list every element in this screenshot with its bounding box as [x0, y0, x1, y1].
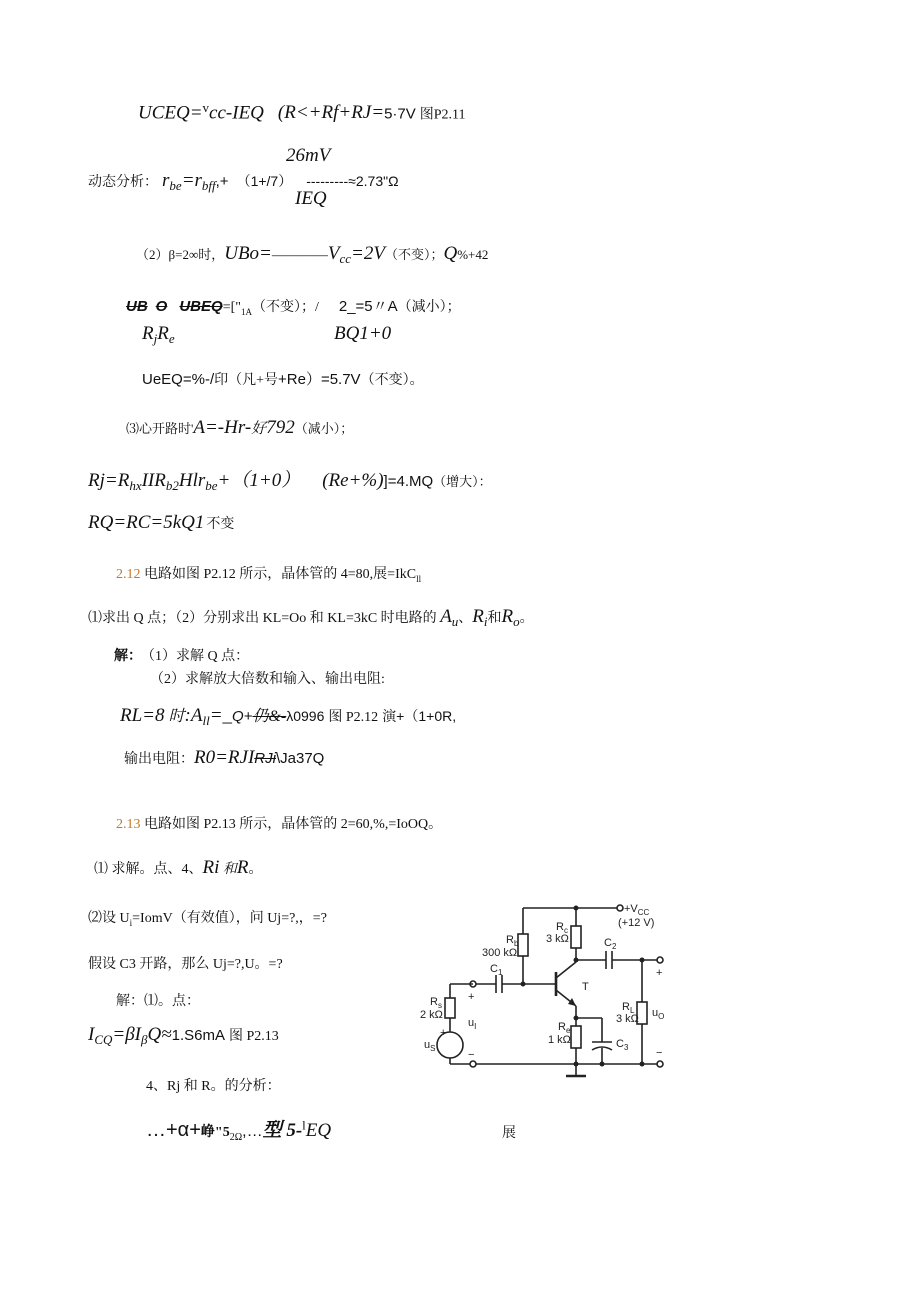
solution-step-2: （2）求解放大倍数和输入、输出电阻:	[150, 672, 385, 687]
problem-2-12-question: ⑴求出 Q 点；（2）分别求出 KL=Oo 和 KL=3kC 时电路的 $A_u$、$R_i$和$R_o$。	[88, 606, 534, 629]
rs-value: 2 kΩ	[420, 1009, 443, 1021]
rc-value: 3 kΩ	[546, 933, 569, 945]
rb-value: 300 kΩ	[482, 947, 518, 959]
vcc-label: $+V_{CC}$	[624, 903, 650, 917]
c3-label: $C_3$	[616, 1038, 629, 1052]
fraction-denominator: IEQ	[295, 188, 327, 209]
re-label: $R_e$	[558, 1021, 571, 1035]
formula-rj: $Rj=R_{hx}IIR_{b2}Hlr_{be}+(1+0)$ (Re+%)]=4.MQ（增大）：	[88, 470, 492, 494]
uo-minus: −	[656, 1047, 663, 1059]
denominators: $R_jR_e$	[142, 323, 175, 347]
rb-label: $R_b$	[506, 934, 519, 948]
formula-open-circuit: ⑶心开路时'A=-Hr-好792（减小）；	[126, 417, 354, 438]
us-label: $u_S$	[424, 1039, 436, 1053]
problem-2-13-q3: 假设 C3 开路，那么 Uj=?,U。=?	[88, 957, 283, 972]
uo-label: $u_O$	[652, 1007, 665, 1021]
ui-plus: +	[468, 991, 475, 1003]
problem-2-13-q2: ⑵设 $U_i=IomV$（有效值），问 Uj=?,，=?	[88, 911, 327, 928]
formula-output-resistance: 输出电阻：R0=RJIRJi\Ja37Q	[124, 747, 325, 768]
rc-label: $R_c$	[556, 921, 568, 935]
formula-ubq: （2）β=2∞时，$UBo=————V_{cc}=2V$（不变）；Q%+42	[136, 243, 489, 267]
denominator-bq: BQ1+0	[334, 323, 392, 344]
transistor-label: T	[582, 981, 589, 993]
formula-rbe: 动态分析： $r_{be}=r_{bff},+ (1+/7)$ ---------≈2.73"Ω	[88, 170, 399, 194]
formula-uceq: UCEQ=$^v$cc-IEQ (R<+Rf+RJ=5·7V 图P2.11	[138, 100, 466, 124]
formula-icq: $I_{CQ}=\beta I_\beta Q\approx 1.S6mA$ 图 P2.13	[88, 1024, 279, 1048]
trailing-char: 展	[502, 1126, 516, 1141]
circuit-diagram-p2-13	[410, 890, 680, 1090]
solution-step-1: 解： （1）求解 Q 点：	[114, 649, 250, 664]
problem-2-12-title: 2.12 电路如图 P2.12 所示，晶体管的 4=80,展=IkC$_{ll}$	[116, 567, 422, 584]
formula-rbe-2: …+α+峥"$5_{2\Omega},\dots$型 5-$^l$EQ	[146, 1117, 332, 1144]
uo-plus: +	[656, 967, 663, 979]
re-value: 1 kΩ	[548, 1034, 571, 1046]
ui-label: $u_I$	[468, 1017, 477, 1031]
formula-gain: RL=8 时$:A_{ll}=\_Q+$仍&-λ0996 图 P2.12 演+（1+0R,	[120, 705, 457, 729]
solution-q-point: 解：⑴。点：	[116, 994, 200, 1009]
c2-label: $C_2$	[604, 937, 617, 951]
formula-ieq: UB O $UBEQ=["_{1A}$（不变）；/ 2_=5〃A（减小）；	[126, 298, 461, 318]
fraction-numerator: 26mV	[286, 145, 331, 166]
rl-value: 3 kΩ	[616, 1013, 639, 1025]
vcc-value: (+12 V)	[618, 917, 655, 929]
problem-2-13-title: 2.13 电路如图 P2.13 所示，晶体管的 2=60,%,=IoOQ。	[116, 817, 443, 832]
rs-label: $R_s$	[430, 996, 442, 1010]
problem-2-13-q1: ⑴ 求解。点、4、Ri 和R。	[94, 857, 263, 878]
us-plus: +	[440, 1027, 447, 1039]
ui-minus: −	[468, 1049, 475, 1061]
formula-ueeq: UeEQ=%-/印（凡+号+Re）=5.7V（不变）。	[142, 371, 424, 388]
solution-rj-r: 4、Rj 和 R。的分析：	[146, 1079, 281, 1094]
rl-label: $R_L$	[622, 1001, 635, 1015]
emitter-arrow-icon	[568, 998, 576, 1006]
formula-rq: RQ=RC=5kQ1 不变	[88, 512, 235, 533]
c1-label: $C_1$	[490, 963, 503, 977]
